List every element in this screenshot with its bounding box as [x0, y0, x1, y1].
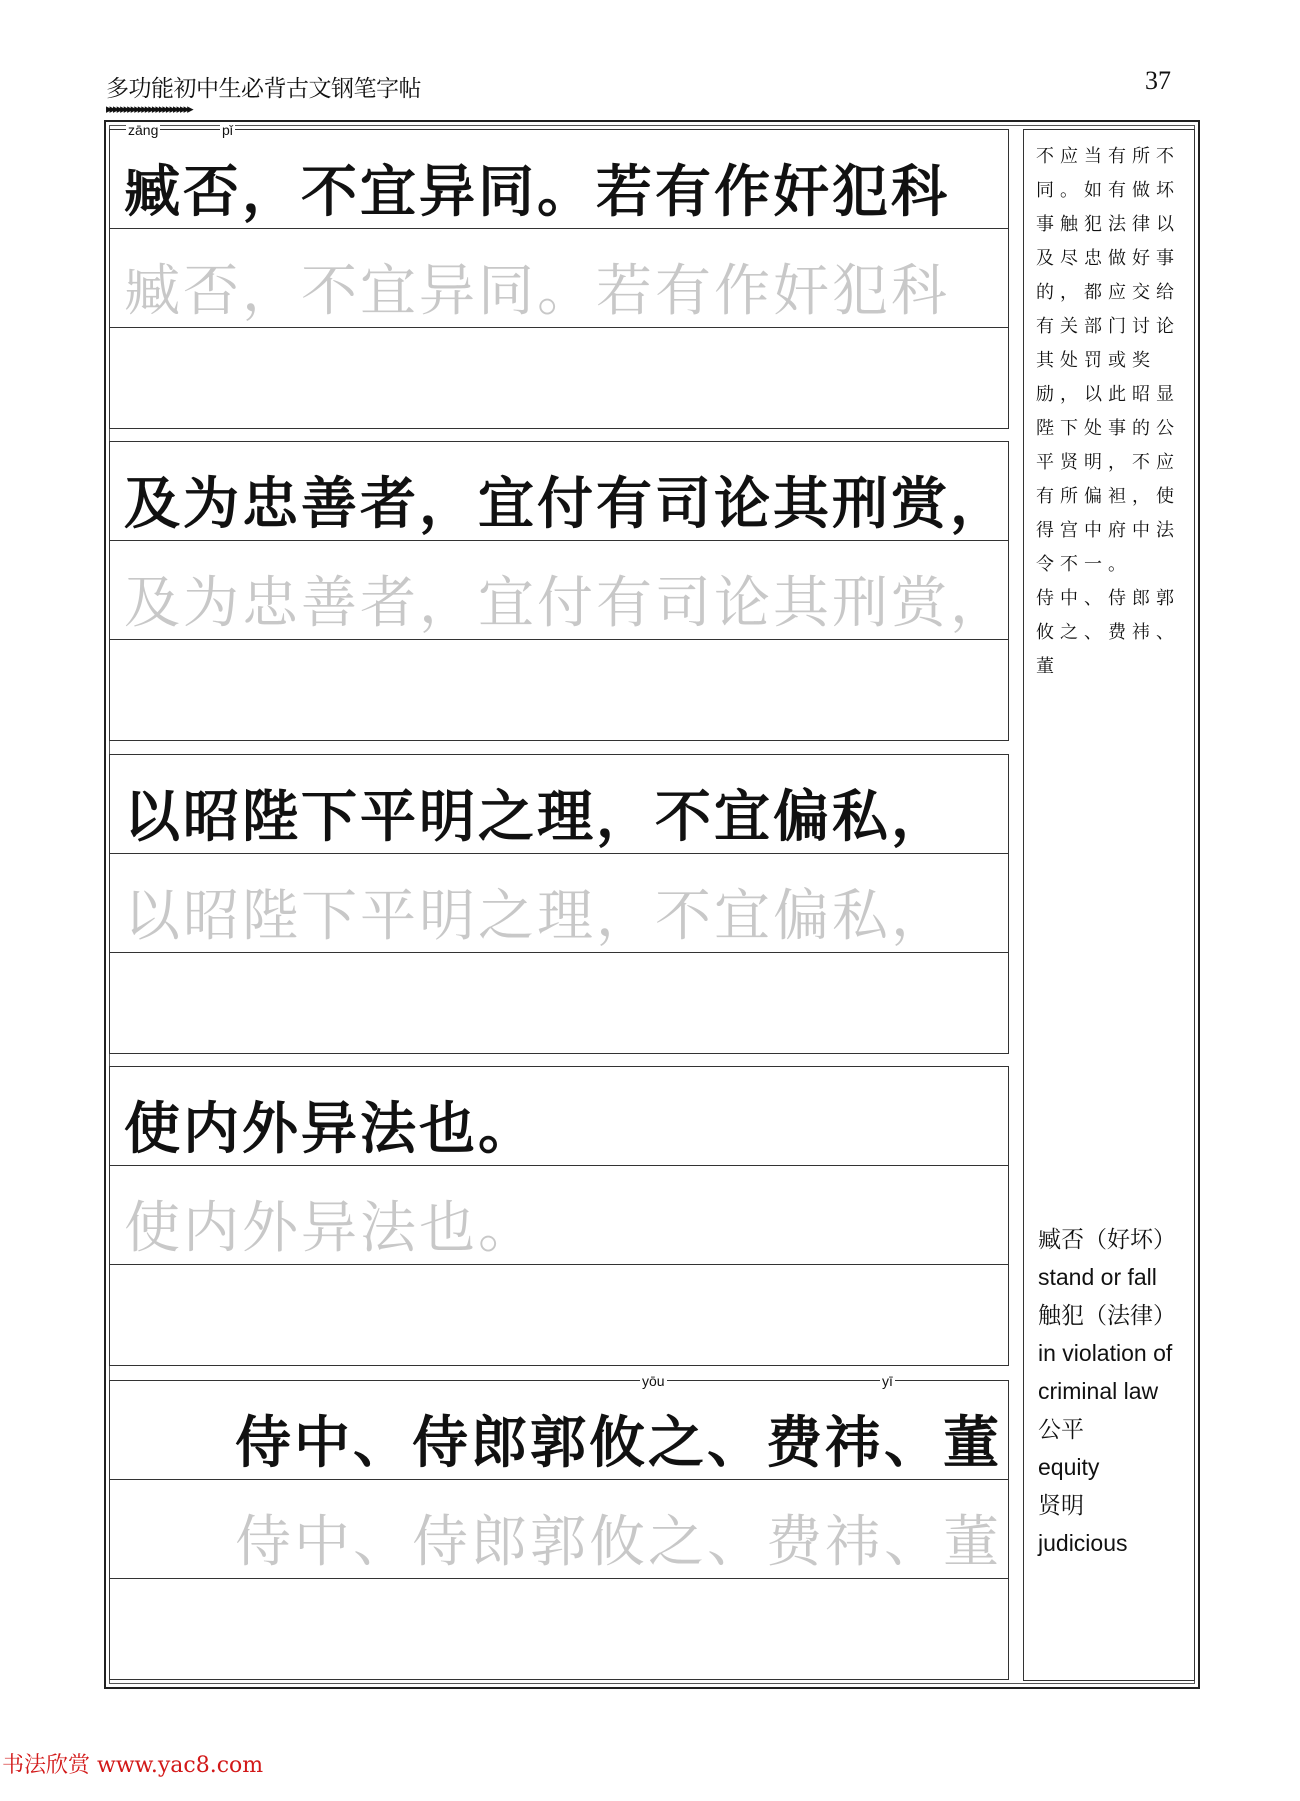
blank-practice-row[interactable] — [110, 640, 1008, 738]
blank-practice-row[interactable] — [110, 1265, 1008, 1363]
glossary-meaning: judicious — [1038, 1530, 1128, 1556]
glossary-term: 臧否（好坏） — [1038, 1226, 1176, 1252]
page-number: 37 — [1145, 66, 1171, 95]
glossary-term: 贤明 — [1038, 1492, 1084, 1518]
trace-text: 使内外异法也。 — [124, 1196, 537, 1261]
pinyin: zāng — [128, 122, 159, 138]
practice-block-3 — [109, 754, 1009, 1054]
glossary — [1038, 1220, 1178, 1562]
model-text: 及为忠善者，宜付有司论其刑赏， — [124, 471, 1009, 537]
model-text: 使内外异法也。 — [124, 1096, 537, 1162]
model-row — [110, 442, 1008, 541]
trace-row[interactable] — [110, 229, 1008, 328]
glossary-meaning: equity — [1038, 1454, 1100, 1480]
trace-row[interactable] — [110, 541, 1008, 640]
blank-practice-row[interactable] — [110, 953, 1008, 1051]
practice-block-1 — [109, 122, 1009, 429]
trace-text: 以昭陛下平明之理，不宜偏私， — [124, 884, 950, 949]
glossary-meaning: stand or fall — [1038, 1264, 1157, 1290]
practice-block-5 — [109, 1373, 1009, 1680]
trace-text: 及为忠善者，宜付有司论其刑赏， — [124, 571, 1009, 636]
model-row — [110, 122, 1008, 229]
glossary-term: 触犯（法律） — [1038, 1302, 1176, 1328]
trace-row[interactable] — [110, 1166, 1008, 1265]
book-title: 多功能初中生必背古文钢笔字帖 — [106, 76, 421, 102]
pinyin: yōu — [642, 1373, 665, 1389]
header-arrow-decoration: ▸▸▸▸▸▸▸▸▸▸▸▸▸▸▸▸▸▸▸▸▸▸▸▸ — [106, 102, 191, 117]
trace-text: 臧否，不宜异同。若有作奸犯科 — [124, 259, 950, 324]
pinyin: yī — [882, 1373, 893, 1389]
model-text: 侍中、侍郎郭攸之、费祎、董 — [235, 1410, 1002, 1476]
blank-practice-row[interactable] — [110, 1579, 1008, 1677]
translation-text: 不应当有所不同。如有做坏事触犯法律以及尽忠做好事的，都应交给有关部门讨论其处罚或奖励，以此昭显陛下处事的公平贤明，不应有所偏袒，使得宫中府中法令不一。 侍中、侍郎郭攸之、费祎、董 — [1036, 146, 1180, 677]
glossary-term: 公平 — [1038, 1416, 1084, 1442]
pinyin: pǐ — [222, 122, 233, 138]
trace-text: 侍中、侍郎郭攸之、费祎、董 — [235, 1510, 1002, 1575]
trace-row[interactable] — [110, 1480, 1008, 1579]
model-text: 臧否，不宜异同。若有作奸犯科 — [124, 159, 950, 225]
glossary-meaning: in violation of criminal law — [1038, 1340, 1173, 1404]
sidebar-notes — [1023, 129, 1195, 1681]
model-row — [110, 1373, 1008, 1480]
watermark: 书法欣赏 www.yac8.com — [2, 1753, 264, 1778]
trace-row[interactable] — [110, 854, 1008, 953]
practice-block-4 — [109, 1066, 1009, 1366]
practice-block-2 — [109, 441, 1009, 741]
blank-practice-row[interactable] — [110, 328, 1008, 426]
model-row — [110, 1067, 1008, 1166]
model-text: 以昭陛下平明之理，不宜偏私， — [124, 784, 950, 850]
model-row — [110, 755, 1008, 854]
